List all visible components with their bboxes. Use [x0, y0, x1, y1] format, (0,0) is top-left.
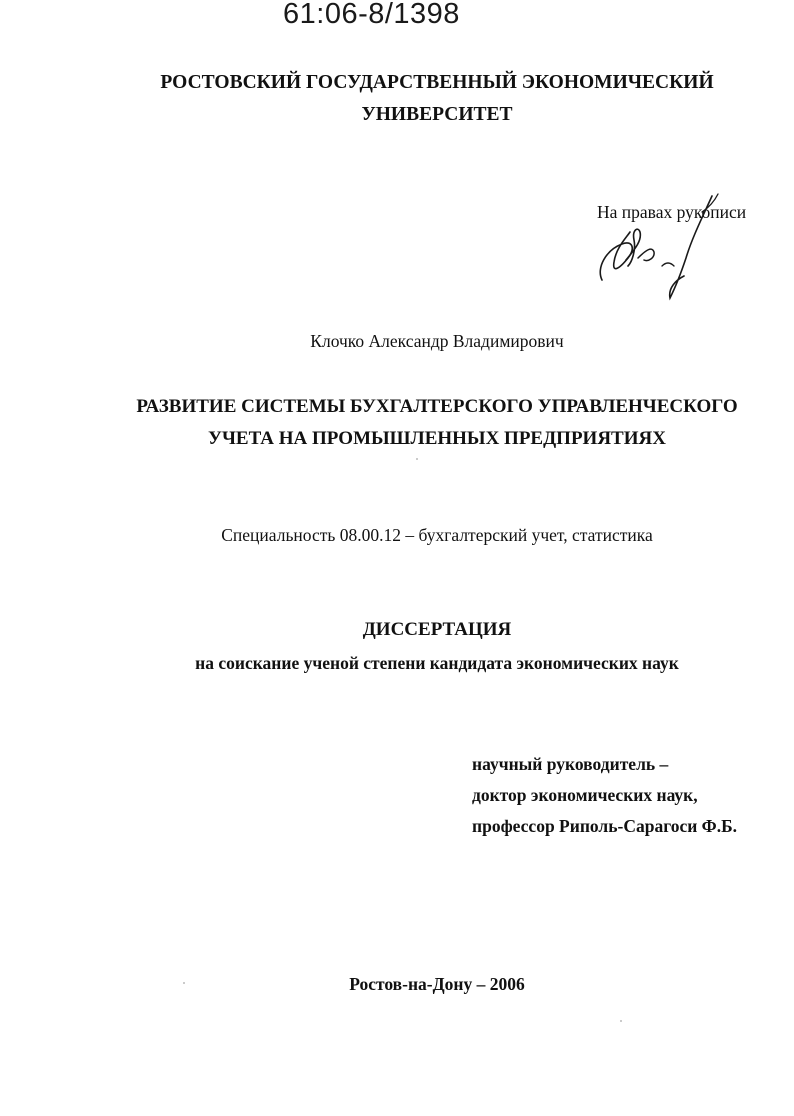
handwritten-signature: [592, 188, 722, 303]
author-name: Клочко Александр Владимирович: [310, 331, 564, 351]
catalog-number: 61:06-8/1398: [283, 0, 460, 30]
scan-speck: [620, 1020, 622, 1022]
university-line-1: РОСТОВСКИЙ ГОСУДАРСТВЕННЫЙ ЭКОНОМИЧЕСКИЙ: [160, 72, 714, 93]
supervisor-line-2: доктор экономических наук,: [472, 785, 698, 805]
manuscript-note: На правах рукописи: [597, 202, 747, 222]
city-year: Ростов-на-Дону – 2006: [349, 974, 525, 994]
supervisor-block: [472, 749, 737, 842]
supervisor-line-1: научный руководитель –: [472, 754, 669, 774]
specialty: Специальность 08.00.12 – бухгалтерский учет, статистика: [221, 525, 653, 545]
university-line-2: УНИВЕРСИТЕТ: [361, 104, 513, 125]
supervisor-line-3: профессор Риполь-Сарагоси Ф.Б.: [472, 816, 738, 836]
scan-speck: [416, 458, 418, 460]
thesis-title-line-1: РАЗВИТИЕ СИСТЕМЫ БУХГАЛТЕРСКОГО УПРАВЛЕНЧЕСКОГО: [136, 396, 738, 417]
university-name: [0, 67, 794, 131]
scan-speck: [183, 982, 185, 984]
thesis-title: [0, 391, 794, 455]
document-type: ДИССЕРТАЦИЯ: [362, 619, 512, 640]
degree-statement: на соискание ученой степени кандидата экономических наук: [195, 653, 679, 673]
thesis-title-line-2: УЧЕТА НА ПРОМЫШЛЕННЫХ ПРЕДПРИЯТИЯХ: [208, 428, 666, 449]
